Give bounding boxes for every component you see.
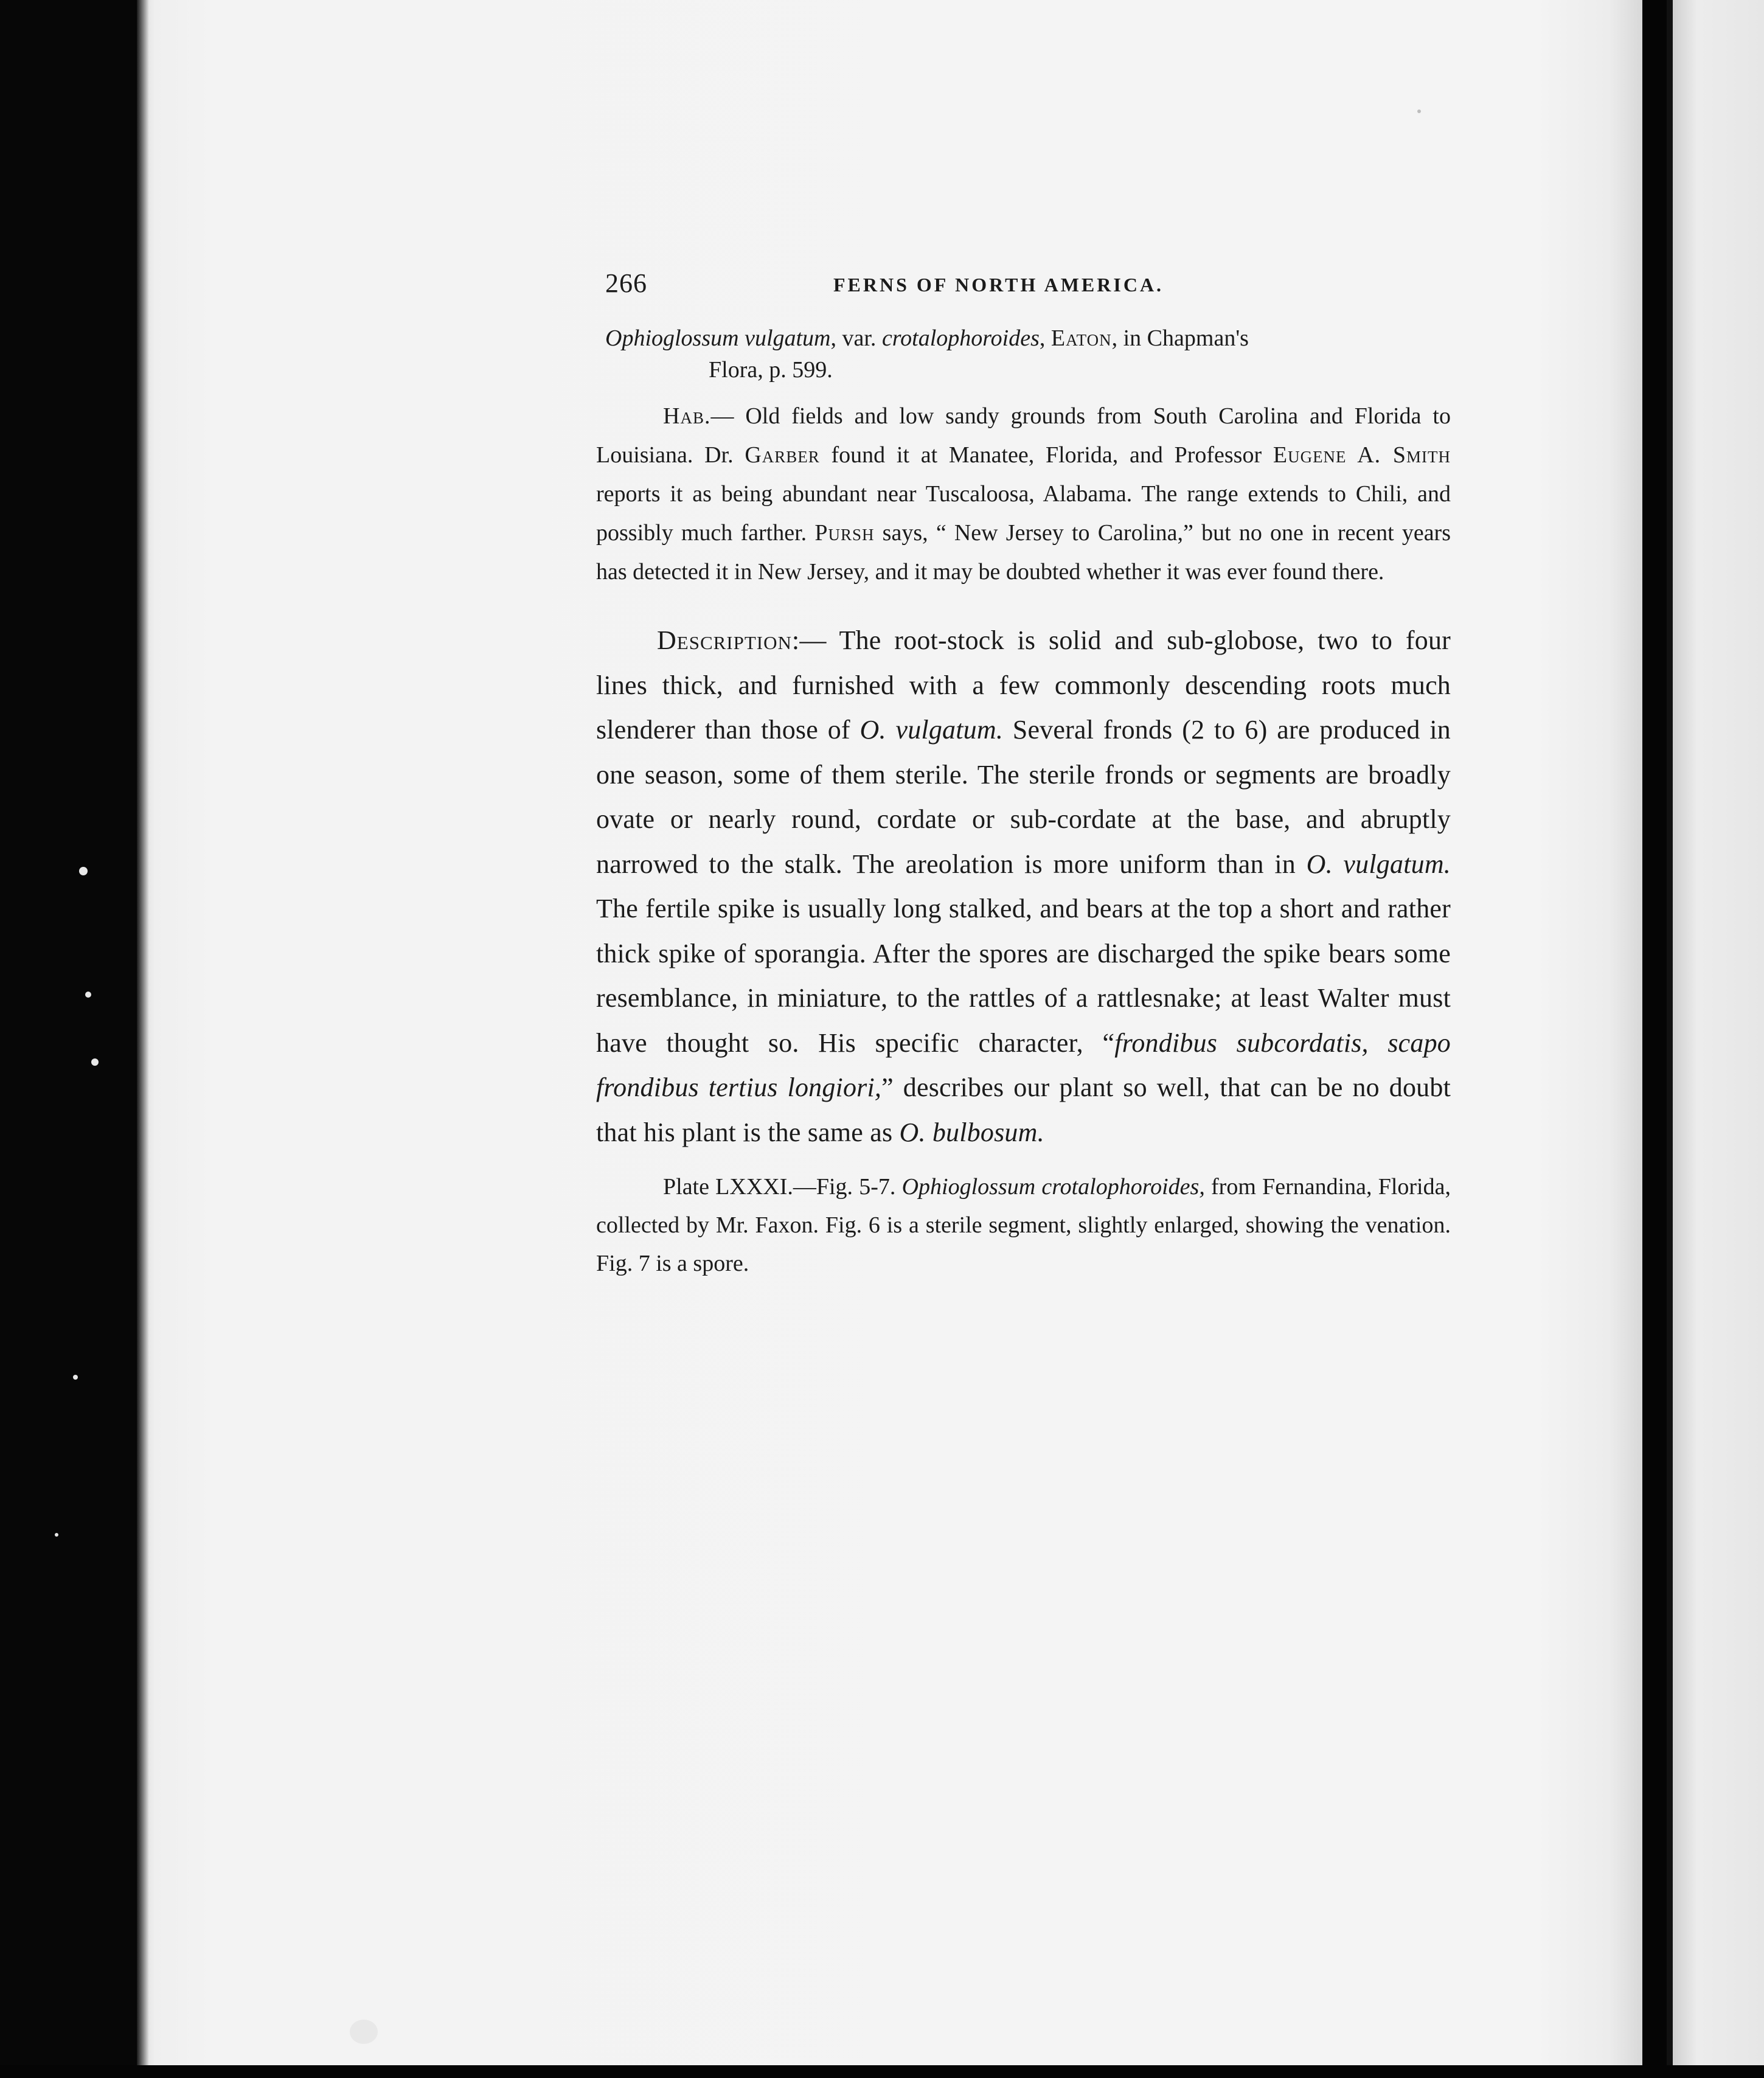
plate-caption <box>596 1168 1451 1283</box>
scan-bottom-band <box>0 2065 1764 2078</box>
page-number: 266 <box>605 268 647 298</box>
next-page-sliver <box>1673 0 1764 2078</box>
person-name: Pursh <box>814 520 875 546</box>
habitat-text: — Old fields and low sandy grounds from South Carolina and Florida to Louisiana. Dr. <box>596 403 1451 468</box>
description-text: ” describes our plant so well, that can be no doubt that his plant is the same as <box>596 1072 1451 1147</box>
species-name: Ophioglossum crotalophoroides, <box>901 1174 1205 1200</box>
description-label: Description <box>657 625 792 655</box>
synonym-text: , in Chapman's <box>1111 325 1249 351</box>
dust-speck <box>85 992 91 998</box>
variety-name: crotalophoroides <box>881 325 1040 351</box>
page-gutter-shadow <box>137 0 149 2065</box>
species-name: O. bulbosum. <box>899 1117 1044 1147</box>
habitat-text: says, “ New Jersey to Carolina,” but no one in recent years has detected it in New Jersey, and it may be doubted whether it was ever found there. <box>596 520 1451 585</box>
synonym-text: , var. <box>830 325 882 351</box>
synonym-text: , <box>1039 325 1051 351</box>
running-title: FERNS OF NORTH AMERICA. <box>833 274 1164 296</box>
running-head <box>596 268 1451 322</box>
description-text: :— The root-stock is solid and sub-globose, two to four lines thick, and furnished with a few commonly descending roots much slenderer than those of <box>596 625 1451 745</box>
description-text: Several fronds (2 to 6) are produced in one season, some of them sterile. The sterile fronds or segments are broadly ovate or nearly round, cordate or sub-cordate at the base, and abruptly narrowed to the stalk. The areolation is more uniform than in <box>596 715 1451 879</box>
plate-text: from Fernandina, Florida, collected by Mr. Faxon. Fig. 6 is a sterile segment, slightly enlarged, showing the venation. Fig. 7 is a spore. <box>596 1174 1451 1276</box>
habitat-label: Hab. <box>663 403 711 429</box>
plate-text: Plate LXXXI.—Fig. 5-7. <box>663 1174 902 1200</box>
description-paragraph <box>596 618 1451 1155</box>
species-name: Ophioglossum vulgatum <box>605 325 831 351</box>
dust-speck <box>350 2020 378 2044</box>
scan-left-margin <box>0 0 137 2078</box>
author-name: Eaton <box>1050 325 1112 351</box>
synonym-reference: Flora, p. 599. <box>709 357 833 383</box>
species-name: O. vulgatum. <box>859 715 1004 745</box>
habitat-paragraph <box>596 397 1451 591</box>
synonym-citation <box>596 322 1451 386</box>
person-name: Garber <box>745 442 820 468</box>
dust-speck <box>55 1533 58 1537</box>
dust-speck <box>73 1375 78 1380</box>
habitat-text: reports it as being abundant near Tuscaloosa, Alabama. The range extends to Chili, and possibly much farther. <box>596 481 1451 546</box>
page-text-block <box>596 268 1451 1283</box>
dust-speck <box>79 867 88 875</box>
species-name: O. vulgatum. <box>1306 849 1451 879</box>
habitat-text: found it at Manatee, Florida, and Professor <box>819 442 1273 468</box>
person-name: Eugene A. Smith <box>1273 442 1451 468</box>
latin-quote: frondibus subcordatis, scapo frondibus tertius longiori, <box>596 1027 1451 1102</box>
dust-speck <box>1417 109 1421 113</box>
description-text: The fertile spike is usually long stalked, and bears at the top a short and rather thick spike of sporangia. After the spores are discharged the spike bears some resemblance, in miniature, to the rattles of a rattlesnake; at least Walter must have thought so. His specific character, “ <box>596 894 1451 1058</box>
dust-speck <box>91 1058 99 1066</box>
